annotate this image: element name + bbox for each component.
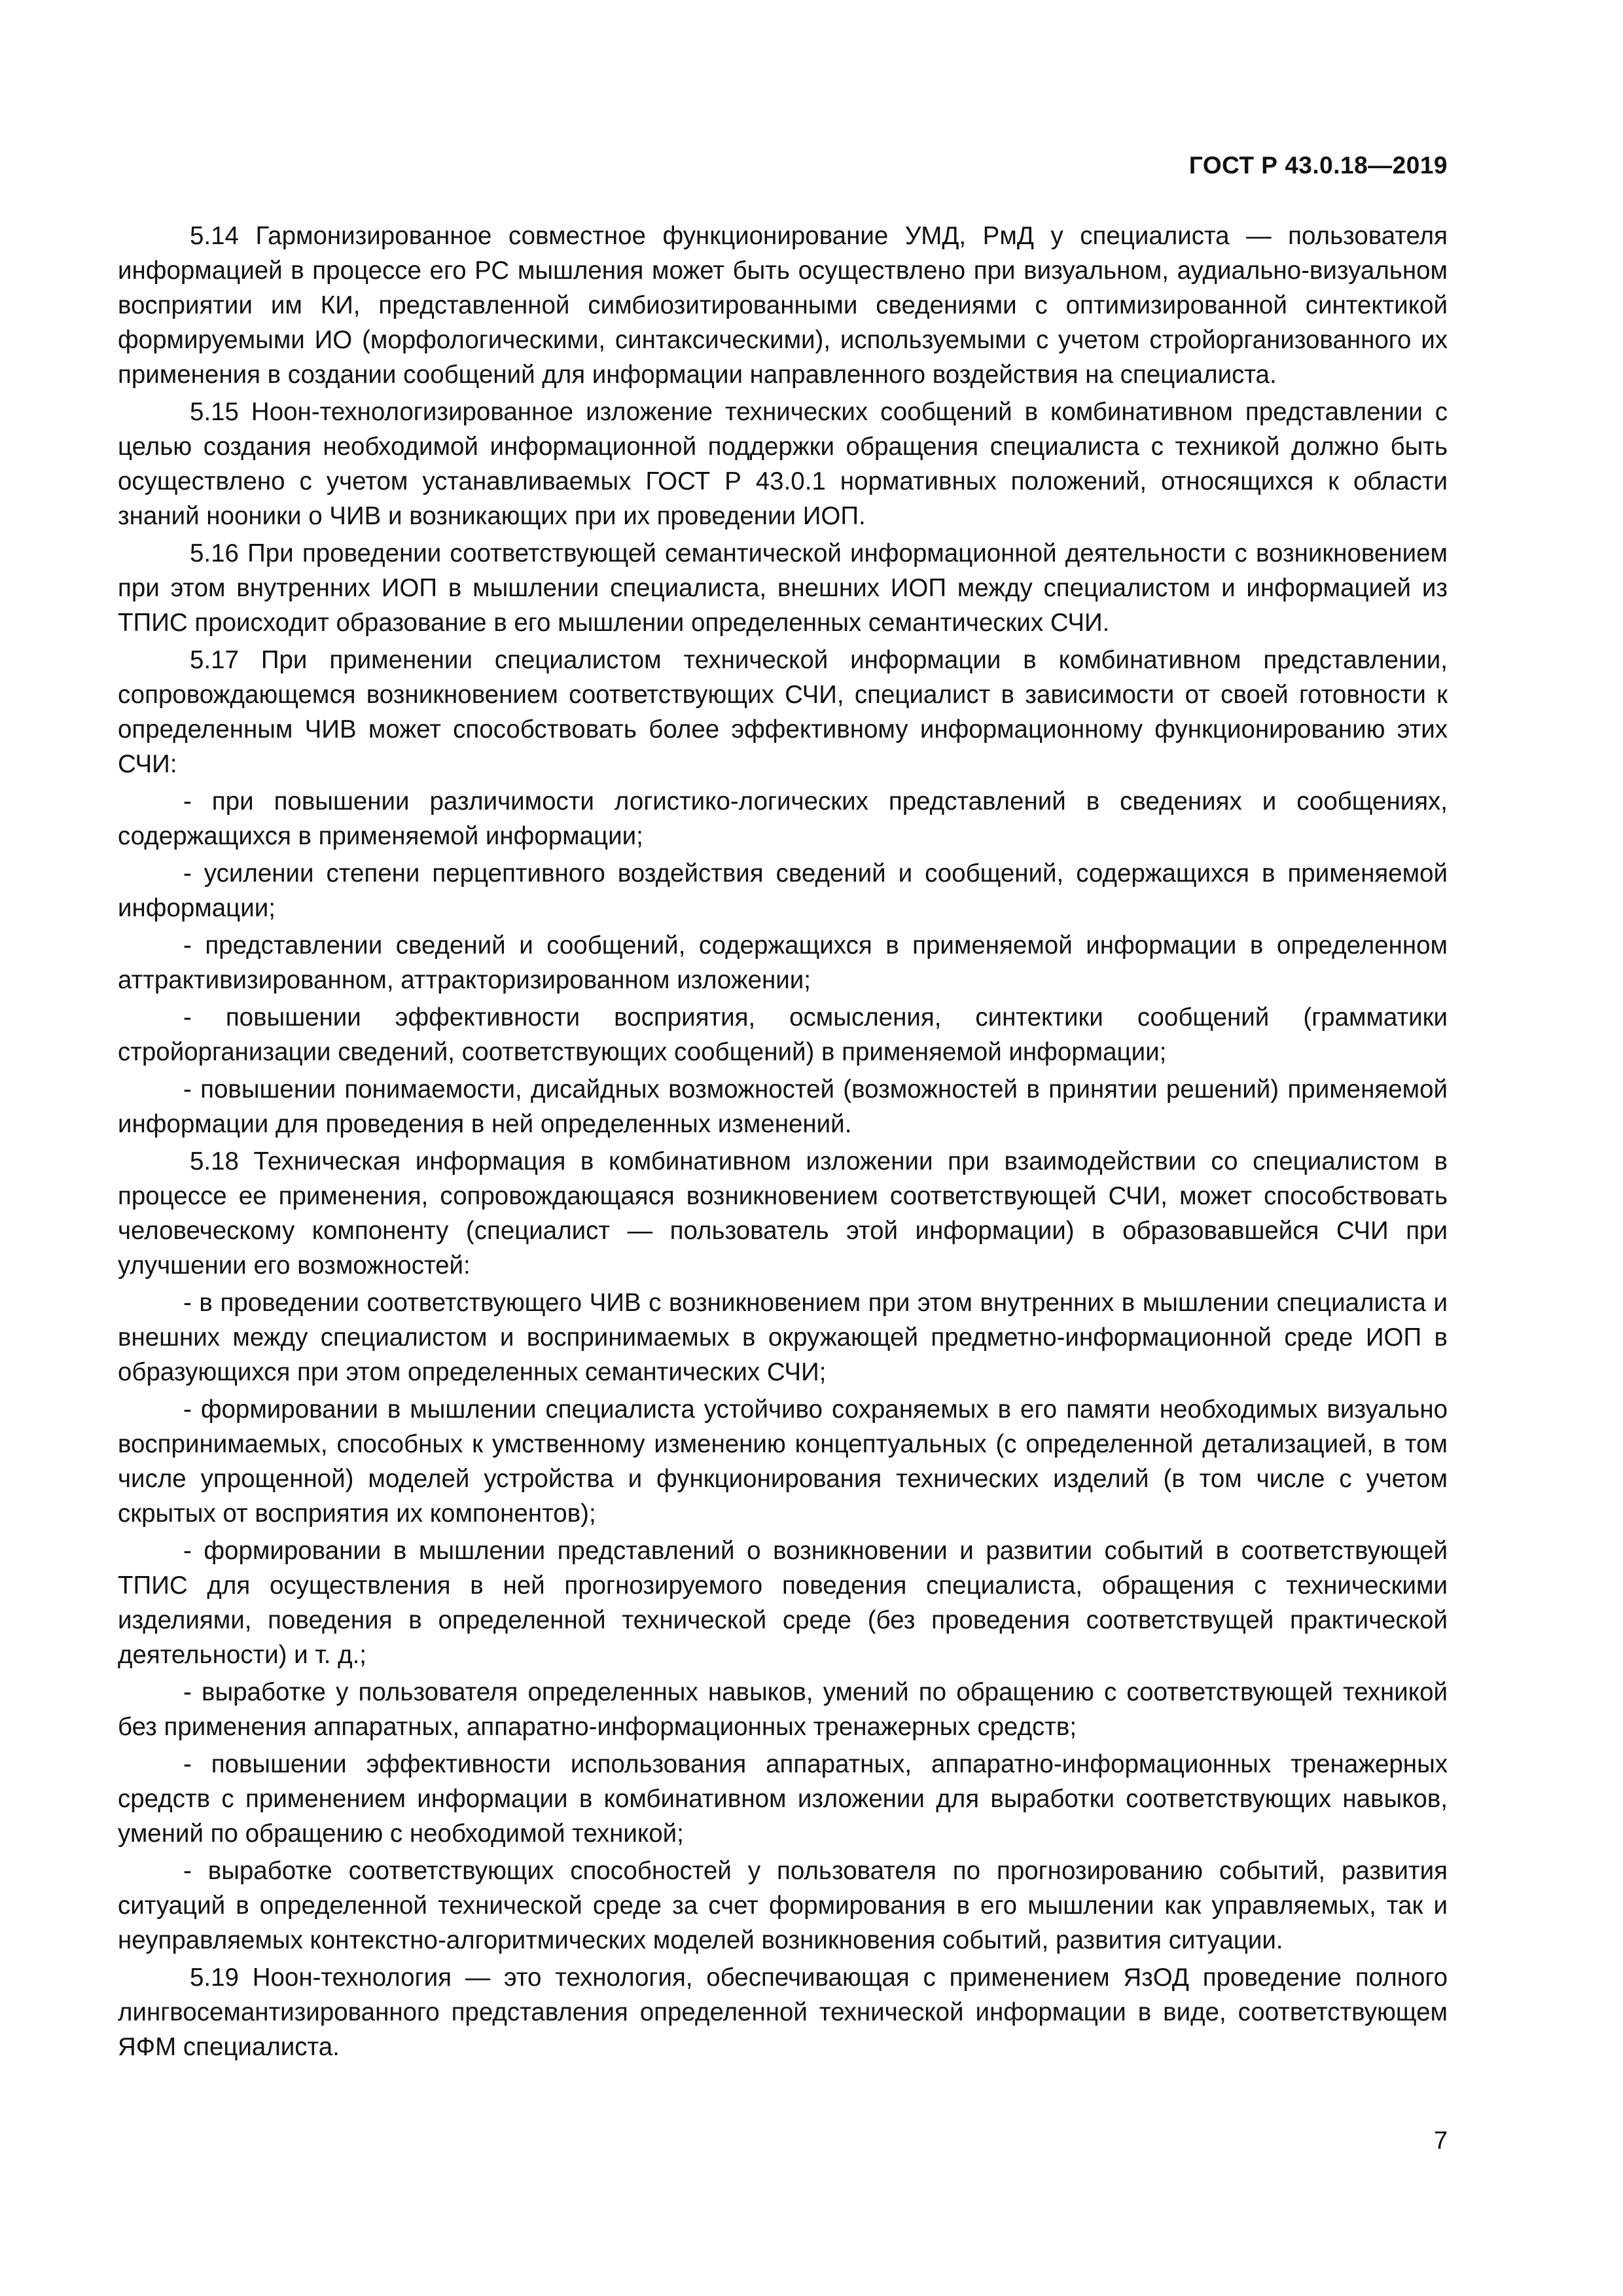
list-item: - усилении степени перцептивного воздействия сведений и сообщений, содержащихся в применяемой информации; [118,859,1448,922]
list-item: - выработке соответствующих способностей у пользователя по прогнозированию событий, развития ситуаций в определенной технической среде за счет формирования в его мышлении как управляемых, так и неуправляемых контекстно-алгоритмических моделей возникновения событий, развития ситуации. [118,1857,1448,1954]
list-item: - в проведении соответствующего ЧИВ с возникновением при этом внутренних в мышлении специалиста и внешних между специалистом и воспринимаемых в окружающей предметно-информационной среде ИОП в образующихся при этом определенных семантических СЧИ; [118,1289,1448,1386]
list-item: - повышении понимаемости, дисайдных возможностей (возможностей в принятии решений) применяемой информации для проведения в ней определенных изменений. [118,1075,1448,1138]
paragraph-5-15: 5.15 Ноон-технологизированное изложение технических сообщений в комбинативном представлении с целью создания необходимой информационной поддержки обращения специалиста с техникой должно быть осуществлено с учетом устанавливаемых ГОСТ Р 43.0.1 нормативных положений, относящихся к области знаний нооники о ЧИВ и возникающих при их проведении ИОП. [118,398,1448,530]
page-number: 7 [1433,2127,1448,2155]
paragraph-5-17: 5.17 При применении специалистом технической информации в комбинативном представлении, сопровождающемся возникновением соответствующих СЧИ, специалист в зависимости от своей готовности к определенным ЧИВ может способствовать более эффективному информационному функционированию этих СЧИ: [118,646,1448,778]
list-item: - формировании в мышлении специалиста устойчиво сохраняемых в его памяти необходимых визуально воспринимаемых, способных к умственному изменению концептуальных (с определенной детализацией, в том числе упрощенной) моделей устройства и функционирования технических изделий (в том числе с учетом скрытых от восприятия их компонентов); [118,1395,1448,1528]
list-item: - при повышении различимости логистико-логических представлений в сведениях и сообщениях, содержащихся в применяемой информации; [118,787,1448,850]
document-header: ГОСТ Р 43.0.18—2019 [1188,152,1448,179]
list-item: - формировании в мышлении представлений о возникновении и развитии событий в соответствующей ТПИС для осуществления в ней прогнозируемого поведения специалиста, обращения с техническими изделиями, поведения в определенной технической среде (без проведения соответствущей практической деятельности) и т. д.; [118,1537,1448,1669]
list-item: - выработке у пользователя определенных навыков, умений по обращению с соответствующей техникой без применения аппаратных, аппаратно-информационных тренажерных средств; [118,1678,1448,1741]
document-body [118,219,1448,2067]
paragraph-5-16: 5.16 При проведении соответствующей семантической информационной деятельности с возникновением при этом внутренних ИОП в мышлении специалиста, внешних ИОП между специалистом и информацией из ТПИС происходит образование в его мышлении определенных семантических СЧИ. [118,539,1448,637]
list-item: - повышении эффективности восприятия, осмысления, синтектики сообщений (грамматики стройорганизации сведений, соответствующих сообщений) в применяемой информации; [118,1003,1448,1066]
paragraph-5-19: 5.19 Ноон-технология — это технология, обеспечивающая с применением ЯзОД проведение полного лингвосемантизированного представления определенной технической информации в виде, соответствующем ЯФМ специалиста. [118,1964,1448,2061]
list-item: - представлении сведений и сообщений, содержащихся в применяемой информации в определенном аттрактивизированном, аттракторизированном изложении; [118,931,1448,994]
paragraph-5-18: 5.18 Техническая информация в комбинативном изложении при взаимодействии со специалистом в процессе ее применения, сопровождающаяся возникновением соответствующей СЧИ, может способствовать человеческому компоненту (специалист — пользователь этой информации) в образовавшейся СЧИ при улучшении его возможностей: [118,1147,1448,1280]
paragraph-5-14: 5.14 Гармонизированное совместное функционирование УМД, РмД у специалиста — пользователя информацией в процессе его РС мышления может быть осуществлено при визуальном, аудиально-визуальном восприятии им КИ, представленной симбиозитированными сведениями с оптимизированной синтектикой формируемыми ИО (морфологическими, синтаксическими), используемыми с учетом стройорганизованного их применения в создании сообщений для информации направленного воздействия на специалиста. [118,222,1448,389]
list-item: - повышении эффективности использования аппаратных, аппаратно-информационных тренажерных средств с применением информации в комбинативном изложении для выработки соответствующих навыков, умений по обращению с необходимой техникой; [118,1750,1448,1848]
